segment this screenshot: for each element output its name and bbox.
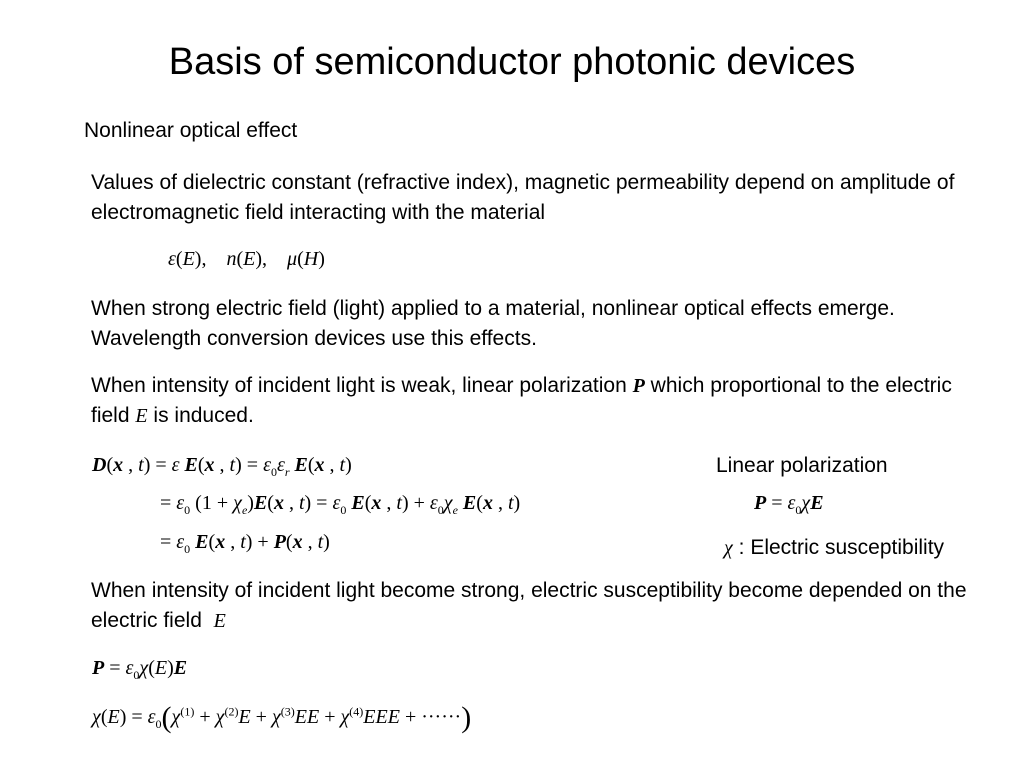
chi-definition <box>724 534 944 562</box>
paragraph-weak-light <box>91 371 991 431</box>
symbol-P: P <box>632 375 645 397</box>
paragraph-strong-light <box>91 576 991 636</box>
equation-susceptibility-expansion: $\chi(E) = \varepsilon_0(\chi^{(1)} + \chi^{(2)}E + \chi^{(3)}EE + \chi^{(4)}EEE$ + ······) <box>92 701 472 734</box>
section-heading: Nonlinear optical effect <box>84 119 298 142</box>
equation-linear-polarization: $P = \varepsilon_0\chi E$ <box>754 492 824 517</box>
equation-displacement-line3: = $\varepsilon_0$ E(x , t) + P(x , t) <box>160 531 330 556</box>
equation-field-dependence: ε(E), n(E), μ(H) <box>168 248 325 270</box>
paragraph-strong-field: When strong electric field (light) applied to a material, nonlinear optical effects emerge. Wavelength conversion devices use this effects. <box>91 297 895 350</box>
paragraph-weak-light-part3: is induced. <box>147 404 254 427</box>
symbol-E-2: E <box>213 610 226 632</box>
equation-displacement-line1: D(x , t) = ε E(x , $t) = \varepsilon_0\varepsilon_r$ E(x , t) <box>92 454 352 479</box>
paragraph-weak-light-part1: When intensity of incident light is weak, linear polarization <box>91 374 633 397</box>
paragraph-dielectric: Values of dielectric constant (refractive index), magnetic permeability depend on amplitude of electromagnetic field interacting with the material <box>91 171 955 224</box>
slide-title: Basis of semiconductor photonic devices <box>168 41 856 83</box>
paragraph-strong-light-text: When intensity of incident light become strong, electric susceptibility become depended on the electric field <box>91 579 967 632</box>
paragraph-weak-light-part2: which proportional to the electric field <box>91 374 952 427</box>
symbol-chi: χ <box>724 537 733 559</box>
chi-definition-text: : Electric susceptibility <box>738 536 945 559</box>
equation-nonlinear-polarization: $P = \varepsilon_0\chi(E)E$ <box>92 657 188 682</box>
equation-displacement-line2: = $\varepsilon_0$ $(1 + \chi_e)E(x$ , $t) = \varepsilon_0$ E(x , $t) + \varepsilon_0\chi_e$ E(x , t) <box>160 492 521 517</box>
linear-polarization-label: Linear polarization <box>716 454 888 477</box>
symbol-E: E <box>135 405 148 427</box>
